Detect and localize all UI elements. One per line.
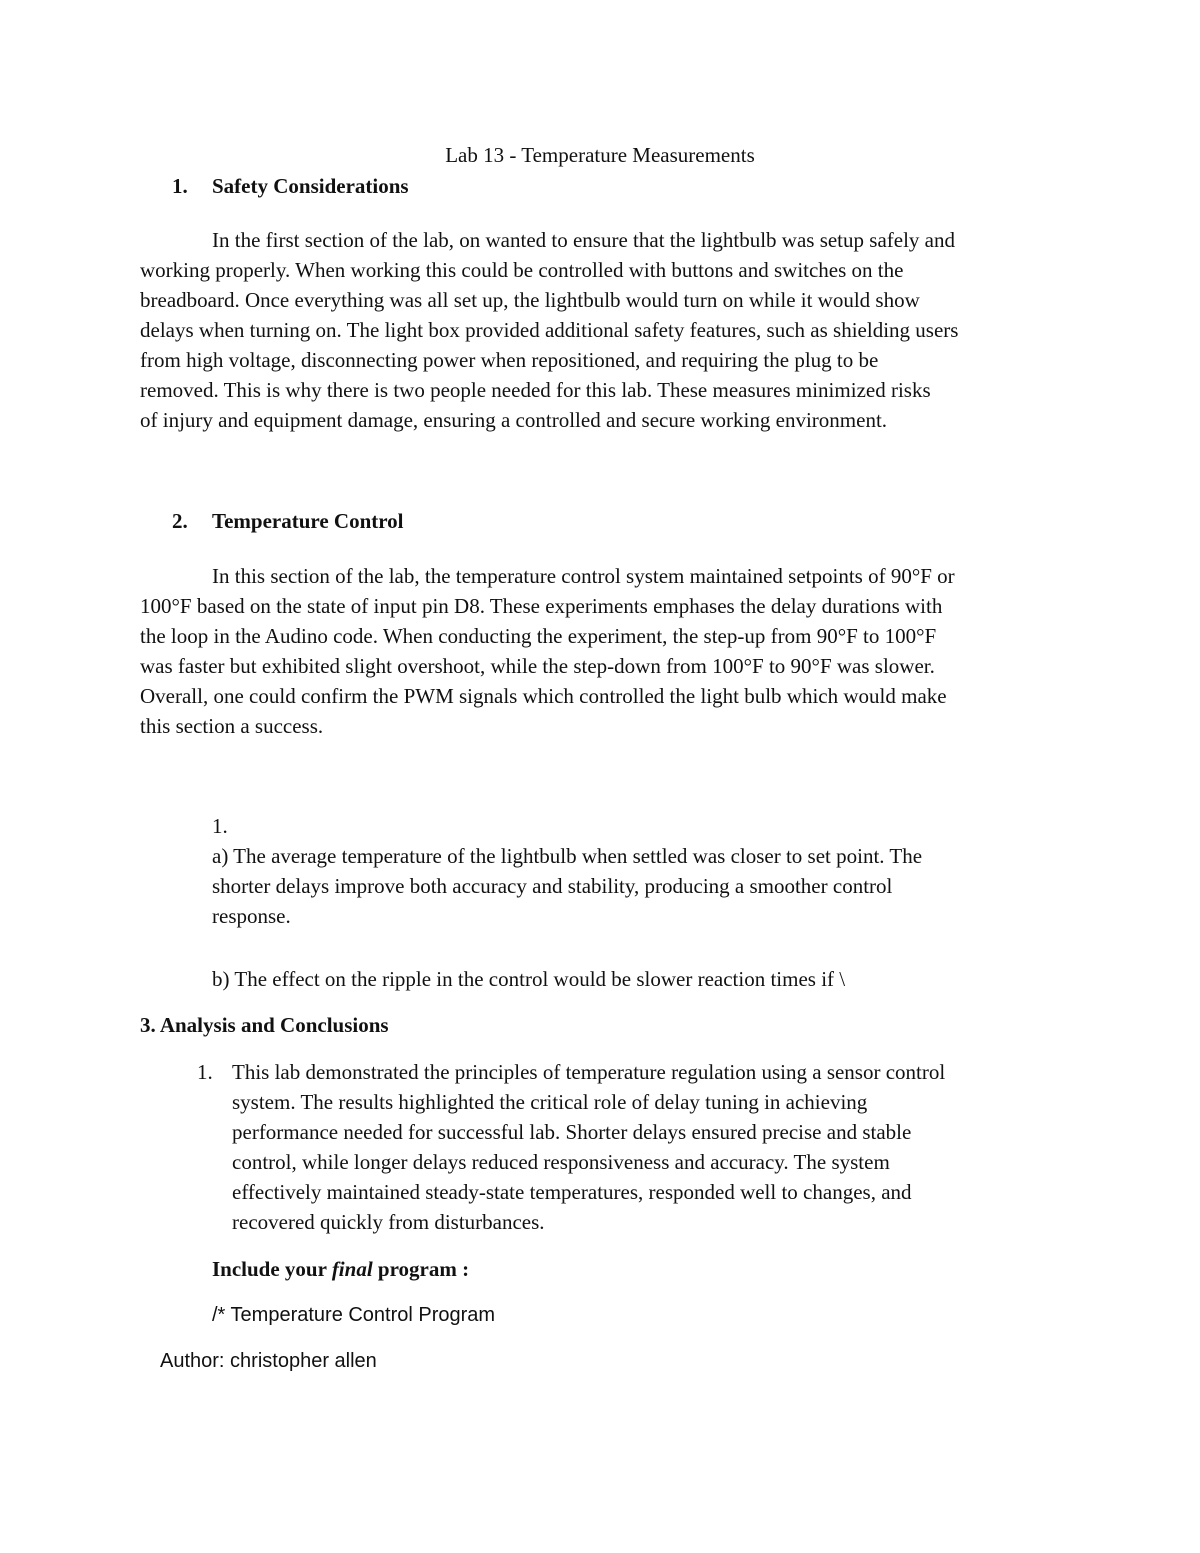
paragraph-line: this section a success. xyxy=(140,714,324,738)
paragraph-line: performance needed for successful lab. Shorter delays ensured precise and stable xyxy=(232,1120,912,1144)
paragraph-line: was faster but exhibited slight overshoot, while the step-down from 100°F to 90°F was slower. xyxy=(140,654,935,678)
section-3-heading: 3. Analysis and Conclusions xyxy=(140,1013,389,1037)
program-label-suffix: program : xyxy=(372,1257,470,1281)
program-comment: /* Temperature Control Program xyxy=(212,1304,496,1326)
page-title: Lab 13 - Temperature Measurements xyxy=(445,143,755,167)
paragraph-line: This lab demonstrated the principles of temperature regulation using a sensor control xyxy=(232,1060,946,1084)
program-label-emphasis: final xyxy=(331,1257,373,1281)
answer-a-line: shorter delays improve both accuracy and stability, producing a smoother control xyxy=(212,874,893,898)
paragraph-line: effectively maintained steady-state temperatures, responded well to changes, and xyxy=(232,1180,912,1204)
paragraph-line: removed. This is why there is two people needed for this lab. These measures minimized risks xyxy=(140,378,931,402)
paragraph-line: the loop in the Audino code. When conducting the experiment, the step-up from 90°F to 100°F xyxy=(140,624,937,648)
paragraph-line: In this section of the lab, the temperature control system maintained setpoints of 90°F or xyxy=(212,564,955,588)
paragraph-line: recovered quickly from disturbances. xyxy=(232,1210,545,1234)
paragraph-line: delays when turning on. The light box provided additional safety features, such as shielding users xyxy=(140,318,959,342)
section-3-item-number: 1. xyxy=(197,1060,213,1084)
answer-b-line: b) The effect on the ripple in the control would be slower reaction times if \ xyxy=(212,967,846,991)
paragraph-line: working properly. When working this could be controlled with buttons and switches on the xyxy=(140,258,904,282)
paragraph-line: In the first section of the lab, on wanted to ensure that the lightbulb was setup safely and xyxy=(212,228,955,252)
paragraph-line: system. The results highlighted the critical role of delay tuning in achieving xyxy=(232,1090,868,1114)
paragraph-line: control, while longer delays reduced responsiveness and accuracy. The system xyxy=(232,1150,890,1174)
program-author: Author: christopher allen xyxy=(160,1350,377,1372)
paragraph-line: from high voltage, disconnecting power when repositioned, and requiring the plug to be xyxy=(140,348,879,372)
section-1-number: 1. xyxy=(172,174,188,198)
answer-a-line: response. xyxy=(212,904,291,928)
paragraph-line: Overall, one could confirm the PWM signals which controlled the light bulb which would make xyxy=(140,684,947,708)
answer-a-line: a) The average temperature of the lightbulb when settled was closer to set point. The xyxy=(212,844,923,868)
section-2-heading: Temperature Control xyxy=(212,509,404,533)
program-label-prefix: Include your xyxy=(212,1257,332,1281)
section-1-heading: Safety Considerations xyxy=(212,174,409,198)
paragraph-line: of injury and equipment damage, ensuring a controlled and secure working environment. xyxy=(140,408,888,432)
paragraph-line: 100°F based on the state of input pin D8. These experiments emphases the delay durations with xyxy=(140,594,943,618)
section-2-number: 2. xyxy=(172,509,188,533)
question-number: 1. xyxy=(212,814,228,838)
program-label xyxy=(212,1254,469,1284)
paragraph-line: breadboard. Once everything was all set up, the lightbulb would turn on while it would show xyxy=(140,288,920,312)
